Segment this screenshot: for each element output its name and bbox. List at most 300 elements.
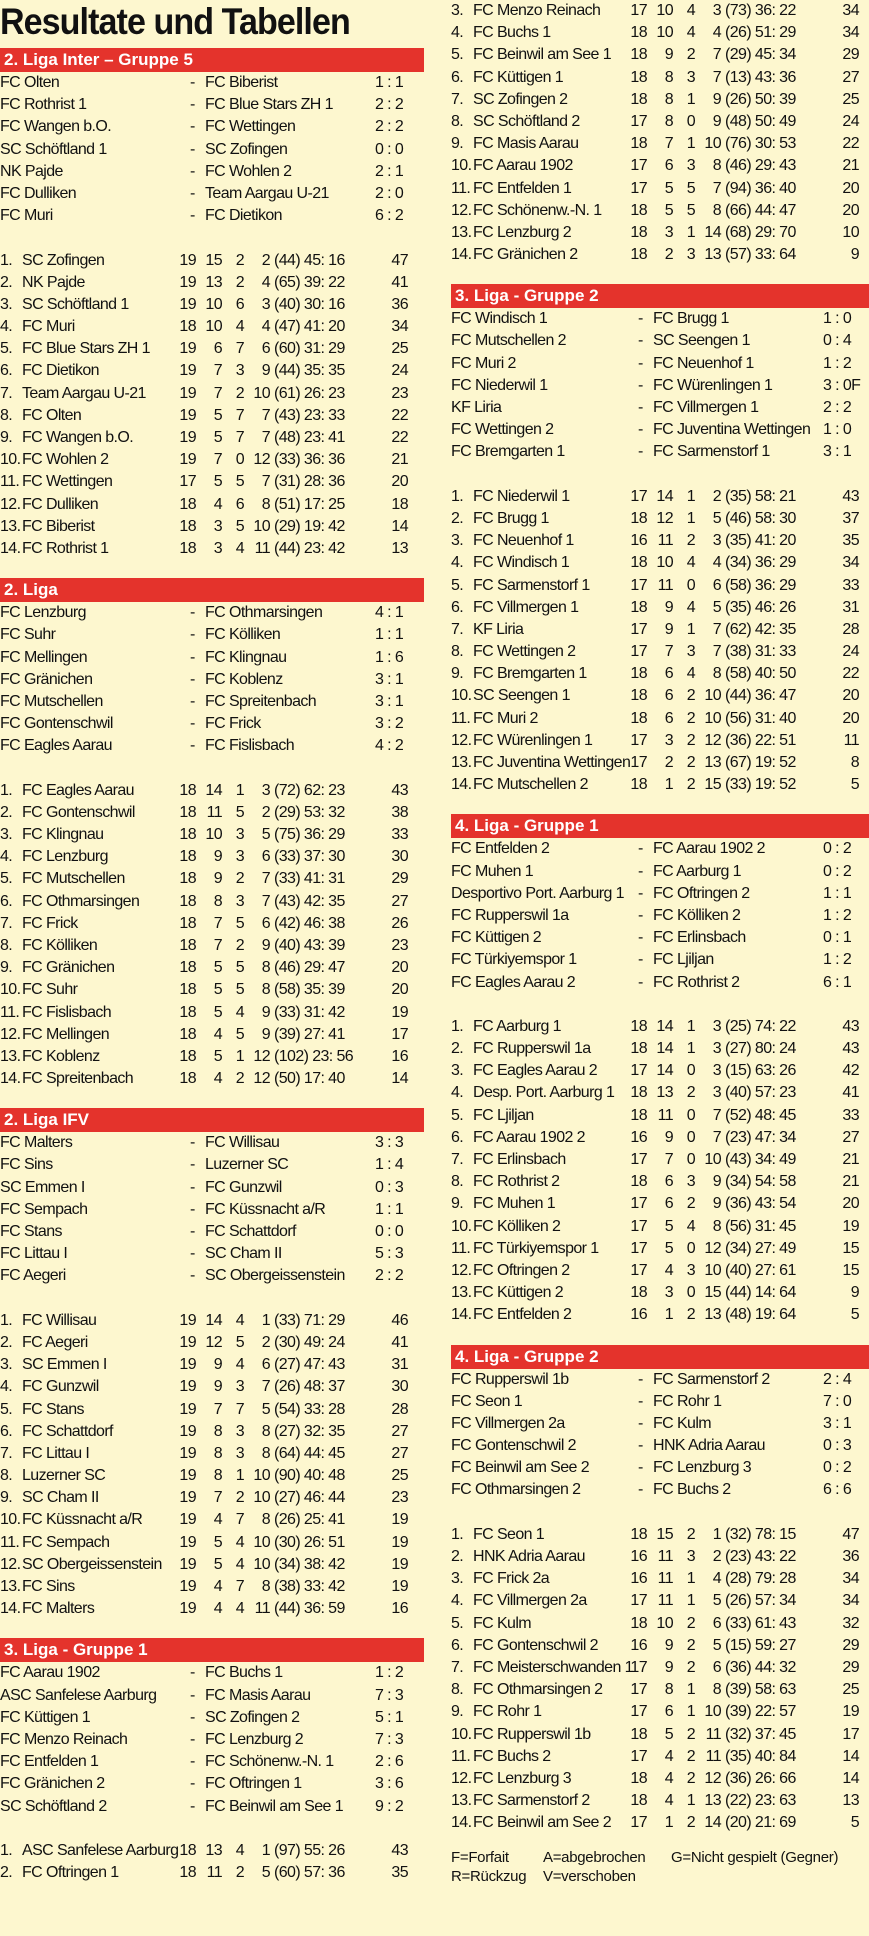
rank: 5. (451, 1614, 464, 1632)
penalty-goals: (30) 49: 24 (274, 1333, 345, 1351)
away-team: FC Juventina Wettingen (653, 421, 811, 439)
match-row (0, 735, 424, 757)
spacer (451, 464, 869, 486)
draws: 3 (235, 362, 244, 380)
rank: 6. (0, 1422, 13, 1440)
match-row (451, 375, 869, 397)
team-name: FC Wettingen (22, 473, 113, 491)
rank: 4. (0, 1378, 13, 1396)
team-name: FC Oftringen 2 (473, 1261, 570, 1279)
draws: 2 (235, 1489, 244, 1507)
team-name: FC Muhen 1 (473, 1195, 556, 1213)
games-played: 18 (630, 1525, 647, 1543)
standings-row (451, 89, 869, 111)
vs-separator: - (638, 862, 643, 880)
standings-row (451, 244, 869, 266)
home-team: NK Pajde (0, 162, 63, 180)
rank: 7. (0, 384, 13, 402)
penalty-goals: (33) 36: 36 (274, 451, 345, 469)
penalty-goals: (47) 41: 20 (274, 318, 345, 336)
legend-item: A=abgebrochen (543, 1849, 646, 1867)
home-team: FC Muhen 1 (451, 862, 534, 880)
points: 28 (391, 1400, 408, 1418)
home-team: SC Emmen I (0, 1178, 85, 1196)
games-played: 18 (179, 1841, 196, 1859)
points: 14 (391, 1070, 408, 1088)
standings-row (0, 1002, 424, 1024)
penalty-goals: (39) 22: 57 (725, 1703, 796, 1721)
penalty-goals: (40) 57: 23 (725, 1084, 796, 1102)
games-played: 17 (630, 1703, 647, 1721)
rank: 10. (451, 687, 472, 705)
standings-row (451, 22, 869, 44)
draws: 2 (686, 731, 695, 749)
away-team: FC Othmarsingen (205, 604, 323, 622)
team-name: FC Küttigen 1 (473, 68, 564, 86)
away-team: SC Zofingen (205, 140, 288, 158)
draws: 2 (235, 384, 244, 402)
home-team: FC Othmarsingen 2 (451, 1481, 581, 1499)
draws: 4 (235, 1600, 244, 1618)
wins: 7 (664, 135, 673, 153)
vs-separator: - (638, 332, 643, 350)
losses: 7 (261, 892, 270, 910)
section-gap (451, 796, 869, 814)
team-name: FC Aarburg 1 (473, 1017, 561, 1035)
games-played: 18 (179, 1047, 196, 1065)
penalty-goals: (58) 35: 39 (274, 981, 345, 999)
vs-separator: - (638, 1437, 643, 1455)
penalty-goals: (39) 58: 63 (725, 1681, 796, 1699)
games-played: 18 (630, 201, 647, 219)
rank: 3. (0, 826, 13, 843)
points: 47 (842, 1525, 859, 1543)
rank: 12. (451, 1769, 472, 1787)
standings-row (451, 1812, 869, 1834)
points: 25 (391, 340, 408, 358)
games-played: 18 (630, 135, 647, 153)
away-team: FC Würenlingen 1 (653, 376, 773, 394)
losses: 7 (712, 1128, 721, 1146)
vs-separator: - (638, 376, 643, 394)
draws: 2 (235, 1864, 244, 1882)
rank: 2. (0, 1864, 13, 1882)
rank: 7. (451, 90, 464, 108)
team-name: SC Zofingen 2 (473, 90, 568, 108)
penalty-goals: (46) 29: 43 (725, 157, 796, 175)
penalty-goals: (27) 47: 43 (274, 1356, 345, 1374)
losses: 3 (712, 1017, 721, 1035)
penalty-goals: (40) 30: 16 (274, 295, 345, 313)
match-row (451, 883, 869, 905)
away-team: FC Dietikon (205, 207, 282, 225)
match-score: 1 : 0 (823, 310, 852, 328)
penalty-goals: (33) 41: 31 (274, 870, 345, 888)
section-gap (0, 1090, 424, 1108)
points: 35 (842, 532, 859, 550)
standings-row (451, 133, 869, 155)
penalty-goals: (66) 44: 47 (725, 201, 796, 219)
penalty-goals: (65) 39: 22 (274, 273, 345, 291)
away-team: FC Gunzwil (205, 1178, 282, 1196)
team-name: FC Küttigen 2 (473, 1284, 564, 1302)
vs-separator: - (638, 399, 643, 416)
draws: 3 (235, 826, 244, 843)
standings-row (0, 449, 424, 471)
games-played: 17 (630, 731, 647, 749)
team-name: FC Frick 2a (473, 1570, 550, 1588)
draws: 2 (686, 709, 695, 727)
standings-row (0, 494, 424, 516)
standings-row (451, 1524, 869, 1546)
points: 16 (391, 1047, 408, 1065)
games-played: 16 (630, 1548, 647, 1565)
penalty-goals: (43) 42: 35 (274, 892, 345, 910)
losses: 10 (704, 687, 721, 705)
vs-separator: - (638, 443, 643, 461)
rank: 10. (451, 1725, 472, 1743)
wins: 10 (205, 318, 222, 336)
games-played: 19 (179, 1533, 196, 1551)
games-played: 17 (630, 1261, 647, 1279)
wins: 7 (664, 1151, 673, 1168)
standings-row (0, 1068, 424, 1090)
games-played: 18 (630, 598, 647, 616)
rank: 9. (451, 1703, 464, 1721)
match-score: 0 : 2 (823, 840, 852, 858)
vs-separator: - (190, 1686, 195, 1704)
rank: 4. (451, 554, 464, 572)
team-name: FC Mutschellen (22, 870, 125, 888)
match-score: 7 : 0 (823, 1392, 852, 1410)
games-played: 18 (630, 1106, 647, 1124)
home-team: FC Türkiyemspor 1 (451, 951, 577, 969)
games-played: 17 (630, 112, 647, 130)
match-row (451, 838, 869, 860)
away-team: FC Buchs 1 (205, 1664, 283, 1682)
wins: 8 (664, 1681, 673, 1699)
wins: 5 (213, 429, 222, 446)
losses: 8 (261, 1444, 270, 1462)
standings-row (0, 1421, 424, 1443)
rank: 8. (451, 1173, 464, 1191)
away-team: FC Küssnacht a/R (205, 1200, 326, 1218)
wins: 14 (656, 1062, 673, 1080)
points: 20 (842, 179, 859, 197)
penalty-goals: (26) 57: 34 (725, 1592, 796, 1610)
points: 43 (391, 1841, 408, 1859)
losses: 2 (712, 487, 721, 505)
draws: 2 (235, 273, 244, 291)
losses: 3 (712, 532, 721, 550)
standings-row (0, 360, 424, 382)
games-played: 17 (630, 1658, 647, 1676)
match-row (451, 330, 869, 352)
standings-row (451, 1149, 869, 1171)
home-team: SC Schöftland 1 (0, 140, 107, 158)
penalty-goals: (33) 61: 43 (725, 1614, 796, 1632)
penalty-goals: (15) 59: 27 (725, 1636, 796, 1654)
team-name: FC Türkiyemspor 1 (473, 1239, 599, 1257)
points: 34 (842, 1570, 859, 1588)
losses: 11 (254, 539, 270, 557)
points: 38 (391, 803, 408, 821)
away-team: FC Oftringen 2 (653, 884, 750, 902)
rank: 10. (0, 1511, 21, 1529)
games-played: 18 (630, 1017, 647, 1035)
losses: 12 (704, 1239, 721, 1257)
draws: 1 (686, 1681, 695, 1699)
rank: 3. (0, 295, 13, 313)
away-team: SC Seengen 1 (653, 332, 750, 350)
penalty-goals: (94) 36: 40 (725, 179, 796, 197)
team-name: FC Entfelden 1 (473, 179, 572, 197)
standings-row (0, 316, 424, 338)
draws: 3 (235, 1422, 244, 1440)
standings-row (451, 1238, 869, 1260)
away-team: FC Lenzburg 3 (653, 1459, 752, 1477)
standings-row (451, 685, 869, 707)
wins: 11 (657, 1106, 673, 1124)
rank: 4. (451, 1084, 464, 1102)
team-name: FC Fislisbach (22, 1003, 112, 1021)
penalty-goals: (56) 31: 45 (725, 1217, 796, 1235)
home-team: FC Wangen b.O. (0, 118, 112, 136)
points: 23 (391, 1489, 408, 1507)
losses: 8 (261, 981, 270, 999)
standings-row (451, 1701, 869, 1723)
home-team: FC Rupperswil 1b (451, 1370, 569, 1388)
away-team: FC Ljiljan (653, 951, 714, 969)
penalty-goals: (76) 30: 53 (725, 135, 796, 153)
losses: 8 (712, 1217, 721, 1235)
losses: 1 (261, 1841, 270, 1859)
home-team: KF Liria (451, 399, 502, 416)
wins: 10 (205, 295, 222, 313)
games-played: 17 (630, 1239, 647, 1257)
rank: 8. (451, 643, 464, 661)
standings-row (0, 1310, 424, 1332)
match-row (0, 1243, 424, 1265)
points: 37 (842, 509, 859, 527)
points: 25 (842, 90, 859, 108)
vs-separator: - (190, 626, 195, 644)
points: 17 (391, 1025, 408, 1043)
games-played: 18 (630, 1614, 647, 1632)
home-team: FC Wettingen 2 (451, 421, 554, 439)
match-score: 1 : 6 (375, 648, 404, 666)
points: 19 (391, 1555, 408, 1573)
losses: 10 (704, 709, 721, 727)
standings-row (0, 1840, 424, 1862)
wins: 7 (213, 1489, 222, 1507)
rank: 12. (0, 1025, 21, 1043)
points: 34 (842, 1592, 859, 1610)
rank: 11. (451, 1239, 471, 1257)
home-team: FC Aarau 1902 (0, 1664, 100, 1682)
points: 5 (850, 1814, 859, 1832)
wins: 5 (213, 1003, 222, 1021)
penalty-goals: (29) 53: 32 (274, 803, 345, 821)
penalty-goals: (23) 43: 22 (725, 1548, 796, 1565)
home-team: FC Lenzburg (0, 604, 86, 622)
penalty-goals: (48) 23: 41 (274, 429, 345, 446)
away-team: FC Neuenhof 1 (653, 354, 754, 372)
vs-separator: - (638, 310, 643, 328)
losses: 7 (261, 1378, 270, 1396)
draws: 3 (235, 1378, 244, 1396)
rank: 3. (451, 532, 464, 550)
team-name: FC Schönenw.-N. 1 (473, 201, 602, 219)
rank: 7. (0, 1444, 13, 1462)
standings-row (451, 1171, 869, 1193)
draws: 1 (686, 1592, 695, 1610)
draws: 7 (235, 406, 244, 424)
standings-row (0, 1399, 424, 1421)
team-name: FC Koblenz (22, 1047, 100, 1065)
match-score: 9 : 2 (375, 1797, 404, 1815)
rank: 9. (0, 959, 13, 977)
draws: 4 (686, 665, 695, 683)
vs-separator: - (190, 1664, 195, 1682)
points: 11 (843, 731, 859, 749)
draws: 1 (686, 1570, 695, 1588)
penalty-goals: (60) 31: 29 (274, 340, 345, 358)
games-played: 16 (630, 1128, 647, 1146)
wins: 5 (213, 981, 222, 999)
points: 34 (842, 24, 859, 42)
standings-row (451, 1105, 869, 1127)
rank: 5. (0, 1400, 13, 1418)
wins: 9 (664, 1636, 673, 1654)
games-played: 19 (179, 1467, 196, 1485)
games-played: 18 (630, 687, 647, 705)
wins: 13 (205, 1841, 222, 1859)
points: 22 (391, 406, 408, 424)
losses: 1 (261, 1311, 270, 1329)
team-name: FC Neuenhof 1 (473, 532, 574, 550)
team-name: FC Dulliken (22, 495, 99, 513)
team-name: FC Gränichen 2 (473, 246, 578, 264)
losses: 8 (261, 1511, 270, 1529)
vs-separator: - (190, 1775, 195, 1793)
wins: 6 (664, 1173, 673, 1191)
team-name: FC Windisch 1 (473, 554, 570, 572)
rank: 10. (451, 1217, 472, 1235)
vs-separator: - (190, 1156, 195, 1174)
penalty-goals: (38) 33: 42 (274, 1578, 345, 1595)
rank: 13. (451, 1284, 472, 1302)
standings-row (451, 1193, 869, 1215)
rank: 4. (451, 1592, 464, 1610)
vs-separator: - (190, 1200, 195, 1218)
standings-row (451, 222, 869, 244)
losses: 2 (712, 1548, 721, 1565)
penalty-goals: (64) 44: 45 (274, 1444, 345, 1462)
wins: 15 (656, 1525, 673, 1543)
games-played: 18 (179, 539, 196, 557)
home-team: FC Beinwil am See 2 (451, 1459, 589, 1477)
team-name: SC Emmen I (22, 1356, 107, 1374)
standings-row (0, 516, 424, 538)
points: 27 (391, 1422, 408, 1440)
points: 15 (842, 1239, 859, 1257)
team-name: FC Olten (22, 406, 82, 424)
home-team: FC Muri 2 (451, 354, 516, 372)
losses: 6 (261, 848, 270, 866)
team-name: FC Seon 1 (473, 1525, 545, 1543)
match-row (451, 308, 869, 330)
draws: 4 (686, 598, 695, 616)
wins: 4 (213, 1578, 222, 1595)
points: 34 (391, 318, 408, 336)
match-score: 2 : 0 (375, 184, 404, 202)
losses: 15 (704, 776, 721, 794)
team-name: FC Beinwil am See 2 (473, 1814, 611, 1832)
away-team: FC Aarburg 1 (653, 862, 741, 880)
vs-separator: - (638, 1392, 643, 1410)
standings-row (0, 1443, 424, 1465)
draws: 1 (686, 1703, 695, 1721)
team-name: FC Rupperswil 1b (473, 1725, 591, 1743)
draws: 1 (686, 1017, 695, 1035)
standings-row (0, 471, 424, 493)
draws: 1 (686, 90, 695, 108)
rank: 10. (0, 451, 21, 469)
away-team: FC Masis Aarau (205, 1686, 311, 1704)
points: 20 (391, 959, 408, 977)
wins: 4 (213, 495, 222, 513)
games-played: 17 (630, 1814, 647, 1832)
games-played: 19 (179, 251, 196, 269)
spacer (451, 994, 869, 1016)
team-name: FC Ljiljan (473, 1106, 534, 1124)
games-played: 19 (179, 384, 196, 402)
team-name: FC Littau I (22, 1444, 90, 1462)
draws: 0 (686, 1062, 695, 1080)
match-score: 4 : 2 (375, 737, 404, 755)
team-name: FC Willisau (22, 1311, 97, 1329)
losses: 13 (704, 1792, 721, 1810)
vs-separator: - (190, 670, 195, 688)
points: 9 (850, 246, 859, 264)
match-score: 2 : 1 (375, 162, 404, 180)
match-score: 1 : 2 (823, 906, 852, 924)
losses: 7 (712, 179, 721, 197)
rank: 3. (451, 2, 464, 19)
games-played: 18 (179, 781, 196, 799)
team-name: FC Wettingen 2 (473, 643, 576, 661)
losses: 8 (712, 1681, 721, 1699)
standings-row (451, 1060, 869, 1082)
match-score: 1 : 1 (375, 74, 404, 91)
team-name: FC Wohlen 2 (22, 451, 109, 469)
match-score: 0 : 2 (823, 862, 852, 880)
draws: 5 (235, 1333, 244, 1351)
losses: 9 (261, 936, 270, 954)
draws: 2 (686, 1658, 695, 1676)
draws: 4 (235, 1356, 244, 1374)
away-team: SC Cham II (205, 1245, 282, 1263)
points: 19 (391, 1511, 408, 1529)
standings-row (451, 774, 869, 796)
standings-row (0, 405, 424, 427)
losses: 3 (261, 295, 270, 313)
team-name: NK Pajde (22, 273, 85, 291)
away-team: FC Brugg 1 (653, 310, 729, 328)
games-played: 18 (179, 848, 196, 866)
draws: 2 (686, 1725, 695, 1743)
